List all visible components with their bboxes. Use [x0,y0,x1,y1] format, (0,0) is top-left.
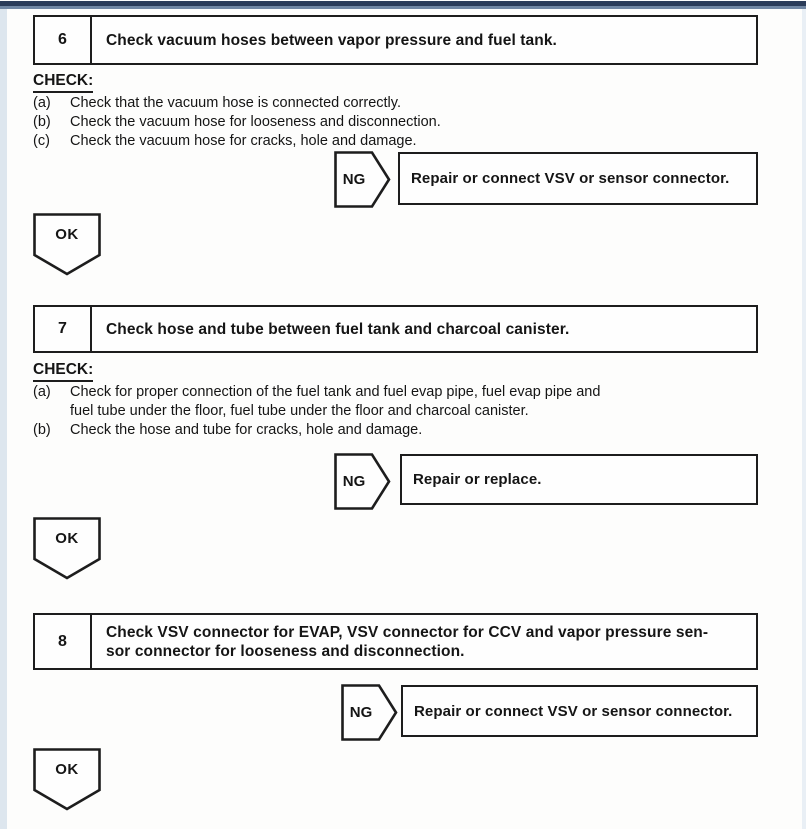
left-edge-tint [0,9,7,829]
ok-pentagon-icon [33,517,101,580]
step-title-line: Check VSV connector for EVAP, VSV connector for CCV and vapor pressure sen- [106,623,709,641]
ok-label: OK [55,529,79,547]
ng-label: NG [342,171,366,188]
top-accent-line [0,6,806,9]
ng-result-box [398,152,758,205]
ok-label: OK [55,225,79,243]
step-number: 7 [35,307,92,351]
ng-label: NG [342,473,366,490]
check-list [33,383,673,440]
ng-pentagon-icon [334,453,391,510]
ng-result-text: Repair or replace. [413,471,542,488]
check-item-text: Check that the vacuum hose is connected correctly. [70,95,401,111]
ng-result-text: Repair or connect VSV or sensor connector. [414,702,733,720]
ng-label: NG [349,704,373,721]
ok-label: OK [55,760,79,778]
check-item-text: Check the vacuum hose for looseness and disconnection. [70,114,441,130]
check-item-text: Check the vacuum hose for cracks, hole and damage. [70,133,417,149]
ng-pentagon-icon [341,684,398,741]
ok-pentagon-icon [33,213,101,276]
check-item-label: (b) [33,114,51,130]
ng-result-text: Repair or connect VSV or sensor connector. [411,170,730,187]
check-item [33,94,673,113]
ok-pentagon-icon [33,748,101,811]
right-edge-tint [802,9,806,829]
check-item [33,132,673,151]
step-title [92,615,756,668]
ng-result-box [400,454,758,505]
check-item-label: (c) [33,133,50,149]
step-title-line: Check vacuum hoses between vapor pressure and fuel tank. [106,31,557,49]
step-6-header-box [33,15,758,65]
check-heading: CHECK: [33,361,93,382]
check-heading: CHECK: [33,72,93,93]
check-item-label: (a) [33,95,51,111]
check-item [33,421,673,440]
step-title [92,307,756,351]
check-list [33,94,673,151]
step-number: 8 [35,615,92,668]
step-title-line: Check hose and tube between fuel tank and charcoal canister. [106,320,570,338]
check-item-text: Check for proper connection of the fuel tank and fuel evap pipe, fuel evap pipe and fuel tube under the floor, fuel tube under the floor and charcoal canister. [70,384,601,419]
step-title-line: sor connector for looseness and disconnection. [106,642,465,660]
check-item-text: Check the hose and tube for cracks, hole and damage. [70,422,423,438]
check-item-label: (a) [33,384,51,400]
step-7-header-box [33,305,758,353]
check-item-label: (b) [33,422,51,438]
ng-result-box [401,685,758,737]
ng-pentagon-icon [334,151,391,208]
check-item [33,383,673,421]
step-title [92,17,756,63]
check-item [33,113,673,132]
step-number: 6 [35,17,92,63]
step-8-header-box [33,613,758,670]
